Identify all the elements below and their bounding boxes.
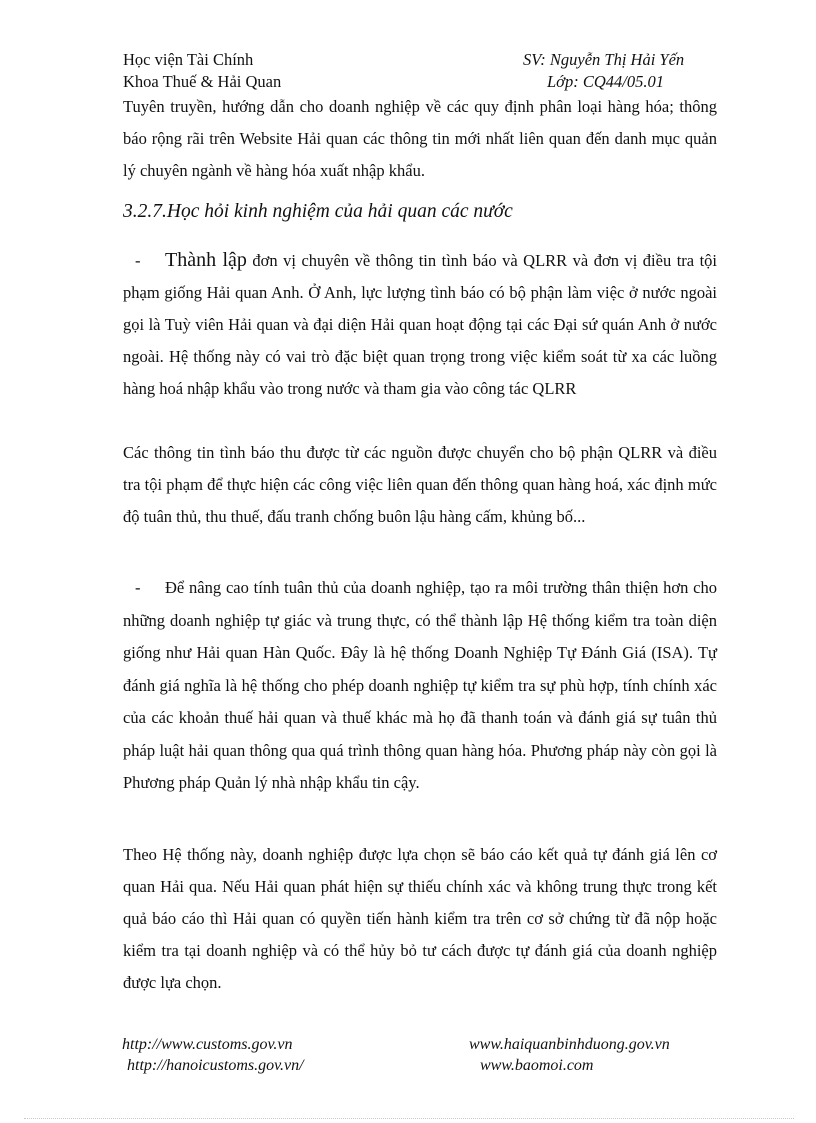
bullet2-text: Để nâng cao tính tuân thủ của doanh nghiệp, tạo ra môi trường thân thiện hơn cho những doanh nghiệp tự giác và trung thực, có thể thành lập Hệ thống kiểm tra toàn diện giống như Hải quan Hàn Quốc. Đây là hệ thống Doanh Nghiệp Tự Đánh Giá (ISA). Tự đánh giá nghĩa là hệ thống cho phép doanh nghiệp tự kiểm tra sự phù hợp, tính chính xác của các khoản thuế hải quan và thuế khác mà họ đã thanh toán và đánh giá sự tuân thủ pháp luật hải quan thông qua quá trình thông quan hàng hóa. Phương pháp này còn gọi là Phương pháp Quản lý nhà nhập khẩu tin cậy. [123,578,717,792]
footer-link-hanoicustoms[interactable]: http://hanoicustoms.gov.vn/ [127,1057,304,1074]
footer-right [469,1034,670,1076]
header-student [523,49,713,93]
bullet1-text: đơn vị chuyên về thông tin tình báo và QLRR và đơn vị điều tra tội phạm giống Hải quan Anh. Ở Anh, lực lượng tình báo có bộ phận làm việc ở nước ngoài gọi là Tuỳ viên Hải quan và đại diện Hải quan hoạt động tại các Đại sứ quán Anh ở nước ngoài. Hệ thống này có vai trò đặc biệt quan trọng trong việc kiểm soát từ xa các luồng hàng hoá nhập khẩu vào trong nước và tham gia vào công tác QLRR [123,251,718,398]
page-bottom-dotted-border [24,1118,794,1119]
header-faculty: Khoa Thuế & Hải Quan [123,72,282,91]
section-heading: 3.2.7.Học hỏi kinh nghiệm của hải quan các nước [123,201,513,222]
bullet-paragraph-2 [123,572,717,800]
bullet1-lead: Thành lập [165,249,247,271]
header-class: Lớp: CQ44/05.01 [547,72,664,91]
footer-link-customs[interactable]: http://www.customs.gov.vn [122,1036,293,1053]
intro-paragraph: Tuyên truyền, hướng dẫn cho doanh nghiệp về các quy định phân loại hàng hóa; thông báo rộng rãi trên Website Hải quan các thông tin mới nhất liên quan đến danh mục quản lý chuyên ngành về hàng hóa xuất nhập khẩu. [123,97,717,180]
bullet-dash: - [135,251,141,270]
header-student-name: SV: Nguyễn Thị Hải Yến [523,50,685,69]
footer-link-haiquanbinhduong[interactable]: www.haiquanbinhduong.gov.vn [469,1036,670,1053]
header-school-name: Học viện Tài Chính [123,50,254,69]
paragraph-3: Theo Hệ thống này, doanh nghiệp được lựa chọn sẽ báo cáo kết quả tự đánh giá lên cơ quan Hải qua. Nếu Hải quan phát hiện sự thiếu chính xác và không trung thực trong kết quả báo cáo thì Hải quan có quyền tiến hành kiểm tra trên cơ sở chứng từ đã nộp hoặc kiểm tra tại doanh nghiệp và có thể hủy bỏ tư cách được tự đánh giá của doanh nghiệp được lựa chọn. [123,845,717,992]
footer-link-baomoi[interactable]: www.baomoi.com [480,1057,594,1074]
header-school [123,49,281,93]
paragraph-2: Các thông tin tình báo thu được từ các nguồn được chuyển cho bộ phận QLRR và điều tra tội phạm để thực hiện các công việc liên quan đến thông quan hàng hoá, xác định mức độ tuân thủ, thu thuế, đấu tranh chống buôn lậu hàng cấm, khủng bố... [123,443,717,526]
footer-left [122,1034,304,1076]
bullet-dash: - [135,578,141,597]
bullet-paragraph-1 [123,244,717,405]
